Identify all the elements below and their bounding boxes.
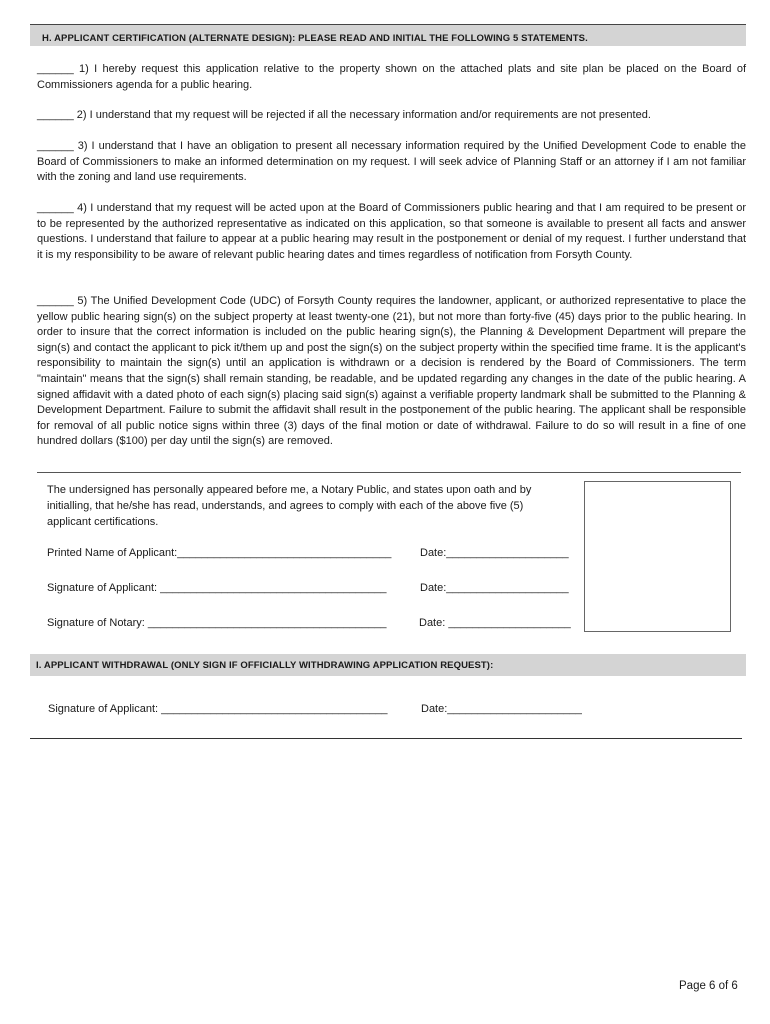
section-i-header: I. APPLICANT WITHDRAWAL (ONLY SIGN IF OFFICIALLY WITHDRAWING APPLICATION REQUEST): <box>30 654 746 676</box>
section-h-header: H. APPLICANT CERTIFICATION (ALTERNATE DESIGN): PLEASE READ AND INITIAL THE FOLLOWING 5 STATEMENTS. <box>30 24 746 46</box>
notary-signature-date-field[interactable]: Date: ____________________ <box>419 617 571 629</box>
applicant-signature-date-field[interactable]: Date:____________________ <box>420 582 569 594</box>
statement-2: ______ 2) I understand that my request will be rejected if all the necessary information and/or requirements are not presented. <box>37 109 651 121</box>
withdrawal-signature-field[interactable]: Signature of Applicant: _____________________________________ <box>48 703 388 715</box>
statement-3: ______ 3) I understand that I have an obligation to present all necessary information required by the Unified Development Code to enable the Board of Commissioners to make an informed determination on my request. I will seek advice of Planning Staff or an attorney if I am not familiar with the zoning and land use requirements. <box>37 140 746 184</box>
printed-name-field[interactable]: Printed Name of Applicant:___________________________________ <box>47 547 392 559</box>
statement-4: ______ 4) I understand that my request will be acted upon at the Board of Commissioners public hearing and that I am required to be present or to be represented by the authorized representative as indicated on this application, so that someone is available to present all facts and answer questions. I understand that failure to appear at a public hearing may result in the postponement or denial of my request. I further understand that it is my responsibility to be aware of relevant public hearing dates and times regardless of notification from Forsyth County. <box>37 202 746 261</box>
withdrawal-date-field[interactable]: Date:______________________ <box>421 703 582 715</box>
applicant-signature-field[interactable]: Signature of Applicant: _____________________________________ <box>47 582 387 594</box>
divider <box>37 472 741 473</box>
notary-statement: The undersigned has personally appeared before me, a Notary Public, and states upon oath and by initialling, that he/she has read, understands, and agrees to comply with each of the above five (5) applicant certifications. <box>47 484 532 528</box>
statement-1: ______ 1) I hereby request this application relative to the property shown on the attached plats and site plan be placed on the Board of Commissioners agenda for a public hearing. <box>37 63 746 91</box>
printed-name-date-field[interactable]: Date:____________________ <box>420 547 569 559</box>
divider <box>30 738 742 739</box>
notary-seal-box <box>584 481 731 632</box>
statement-5: ______ 5) The Unified Development Code (UDC) of Forsyth County requires the landowner, applicant, or authorized representative to place the yellow public hearing sign(s) on the subject property at least twenty-one (21), but not more than forty-five (45) days prior to the public hearing. In order to insure that the correct information is included on the public hearing sign(s), the Planning & Development Department will prepare the sign(s) and contact the applicant to pick it/them up and post the sign(s) on the subject property within the specified time frame. It is the applicant's responsibility to maintain the sign(s) until an application is withdrawn or a decision is rendered by the Board of Commissioners. The term "maintain" means that the sign(s) shall remain standing, be readable, and be updated regarding any changes in the date of the public hearing. A signed affidavit with a dated photo of each sign(s) placing said sign(s) against a verifiable property landmark shall be submitted to the Planning & Development Department. Failure to submit the affidavit shall result in the postponement of the public hearing. The applicant shall be responsible for removal of all public notice signs within three (3) days of the final motion or date of withdrawal. Failure to do so will result in a fine of one hundred dollars ($100) per day until the sign(s) are removed. <box>37 295 746 448</box>
page-number: Page 6 of 6 <box>679 980 738 992</box>
notary-signature-field[interactable]: Signature of Notary: _______________________________________ <box>47 617 387 629</box>
